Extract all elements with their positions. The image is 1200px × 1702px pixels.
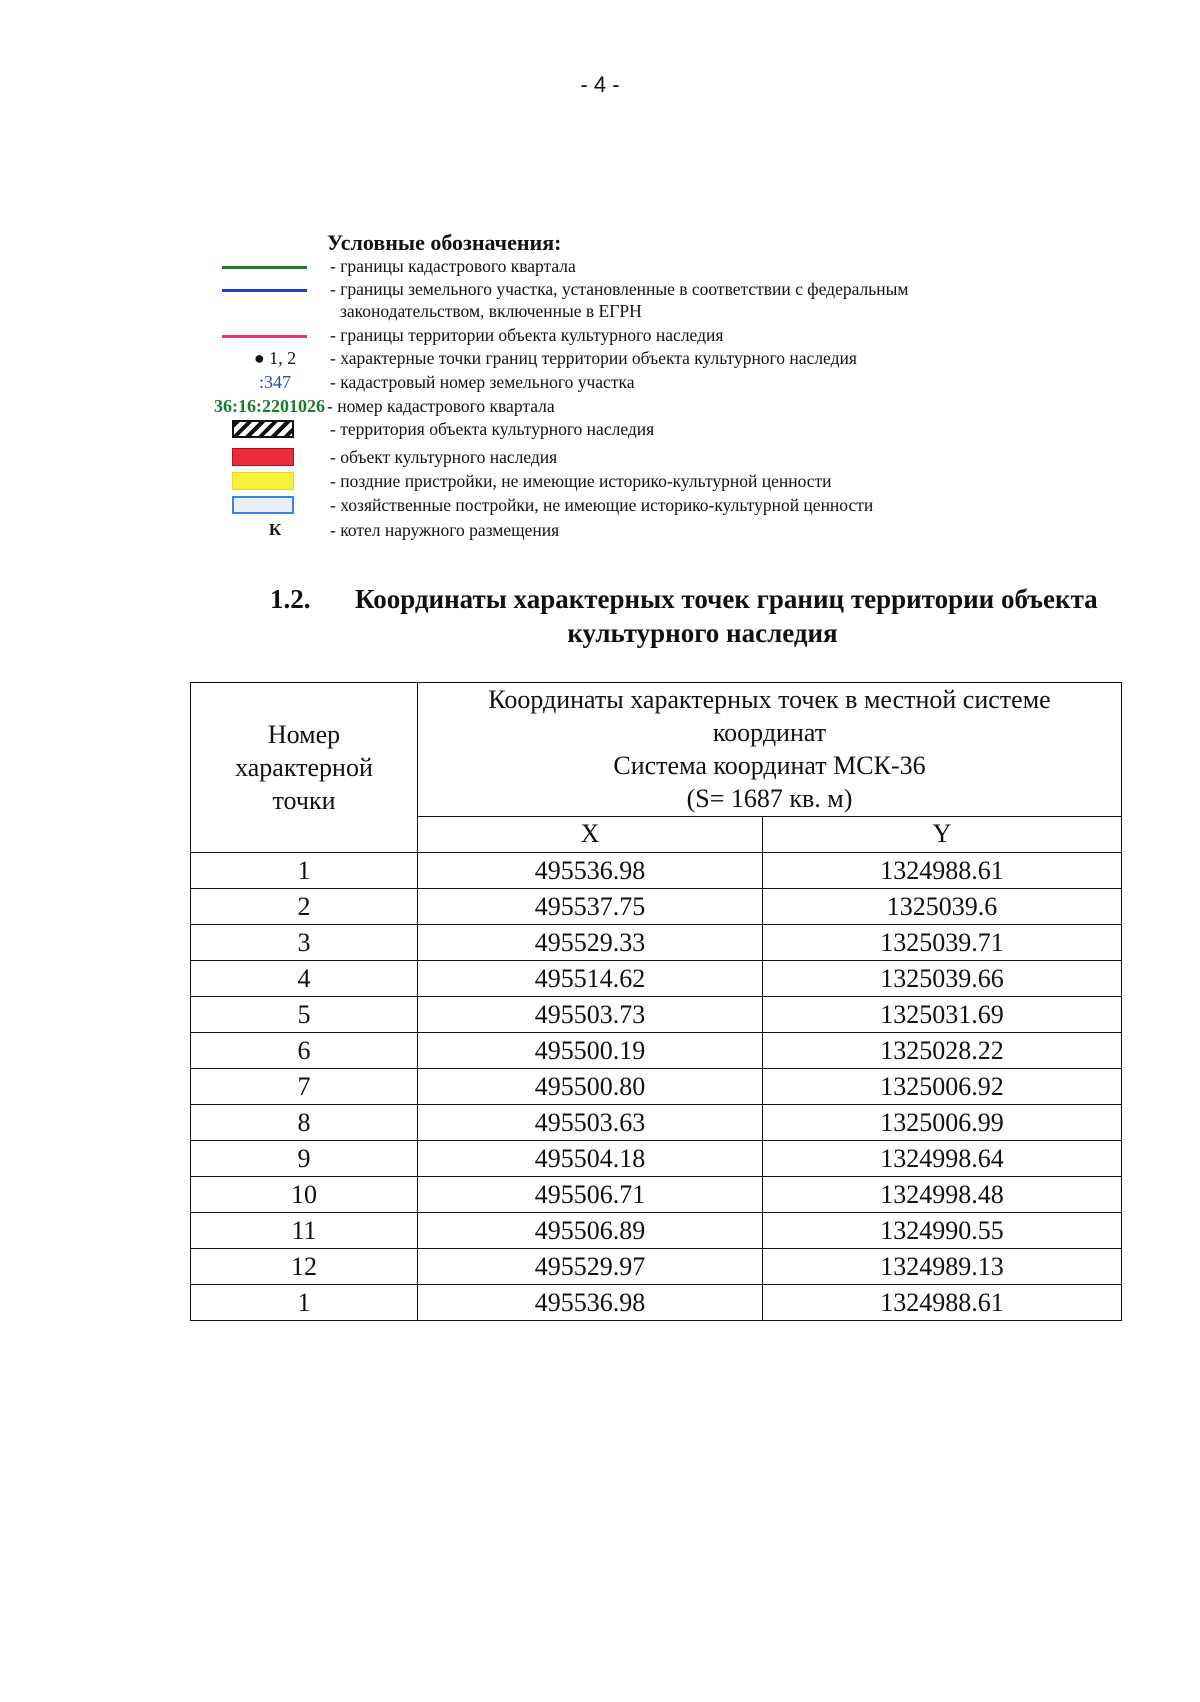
legend-item-heritage-territory-boundary (175, 324, 1075, 346)
table-row (191, 1141, 1122, 1177)
header-y: Y (763, 816, 1122, 852)
cell-point-number: 8 (191, 1105, 418, 1141)
cell-y: 1325039.66 (763, 961, 1122, 997)
yellow-box-symbol (232, 472, 294, 490)
legend-text: - хозяйственные постройки, не имеющие историко-культурной ценности (330, 495, 874, 515)
header-x: X (418, 816, 763, 852)
cell-point-number: 4 (191, 961, 418, 997)
cell-x: 495529.97 (418, 1249, 763, 1285)
green-line-symbol (222, 266, 307, 269)
cell-point-number: 1 (191, 1285, 418, 1321)
cell-x: 495504.18 (418, 1141, 763, 1177)
cell-y: 1325039.71 (763, 925, 1122, 961)
legend-text: - характерные точки границ территории объекта культурного наследия (330, 348, 857, 368)
header-point-number-text: Номер характерной точки (235, 720, 373, 815)
header-system-line4: (S= 1687 кв. м) (686, 784, 853, 814)
cell-y: 1325028.22 (763, 1033, 1122, 1069)
pink-line-symbol (222, 335, 307, 338)
cell-point-number: 1 (191, 853, 418, 889)
cell-point-number: 2 (191, 889, 418, 925)
legend-item-boiler (175, 519, 1075, 541)
table-row (191, 997, 1122, 1033)
table-header-row (191, 683, 1122, 817)
legend-text: - кадастровый номер земельного участка (330, 372, 635, 392)
section-title-line2: культурного наследия (567, 618, 838, 648)
cell-x: 495503.63 (418, 1105, 763, 1141)
cell-x: 495506.89 (418, 1213, 763, 1249)
cell-x: 495536.98 (418, 1285, 763, 1321)
legend-item-characteristic-points (175, 347, 1075, 369)
header-system-line1: Координаты характерных точек в местной системе (488, 685, 1051, 715)
cell-y: 1324998.48 (763, 1177, 1122, 1213)
legend-text: - поздние пристройки, не имеющие историко-культурной ценности (330, 471, 832, 491)
red-box-symbol (232, 448, 294, 466)
table-row (191, 1249, 1122, 1285)
cell-y: 1324988.61 (763, 853, 1122, 889)
cell-y: 1324990.55 (763, 1213, 1122, 1249)
land-plot-number-symbol: :347 (258, 372, 291, 392)
table-row (191, 1285, 1122, 1321)
legend-text: - объект культурного наследия (330, 447, 558, 467)
table-row (191, 1069, 1122, 1105)
cell-point-number: 10 (191, 1177, 418, 1213)
cell-point-number: 11 (191, 1213, 418, 1249)
legend-text: - границы земельного участка, установленные в соответствии с федеральным (330, 279, 909, 299)
cell-y: 1324989.13 (763, 1249, 1122, 1285)
legend-item-utility-buildings (175, 494, 1075, 516)
legend-text: - котел наружного размещения (330, 520, 560, 540)
table-row (191, 961, 1122, 997)
header-system-line3: Система координат МСК-36 (613, 751, 926, 781)
legend-item-cadastral-block-boundary (175, 255, 1075, 277)
legend-item-land-plot-boundary (175, 278, 1075, 300)
boiler-symbol: К (268, 520, 282, 539)
cell-point-number: 5 (191, 997, 418, 1033)
legend-title: Условные обозначения: (327, 230, 562, 255)
cell-x: 495537.75 (418, 889, 763, 925)
cell-point-number: 3 (191, 925, 418, 961)
table-row (191, 1033, 1122, 1069)
cell-point-number: 7 (191, 1069, 418, 1105)
light-blue-box-symbol (232, 496, 294, 514)
blue-line-symbol (222, 289, 307, 292)
table-row (191, 1105, 1122, 1141)
legend-item-late-extensions (175, 470, 1075, 492)
cell-y: 1325006.92 (763, 1069, 1122, 1105)
legend-text: - границы территории объекта культурного наследия (330, 325, 724, 345)
cell-x: 495536.98 (418, 853, 763, 889)
table-row (191, 853, 1122, 889)
legend-text: - территория объекта культурного наследия (330, 419, 655, 439)
section-title-line1: Координаты характерных точек границ территории объекта (355, 584, 1098, 614)
cell-y: 1325006.99 (763, 1105, 1122, 1141)
cell-y: 1324998.64 (763, 1141, 1122, 1177)
cell-point-number: 12 (191, 1249, 418, 1285)
legend-text: - номер кадастрового квартала (327, 396, 555, 416)
table-row (191, 1213, 1122, 1249)
cell-y: 1325039.6 (763, 889, 1122, 925)
section-number: 1.2. (270, 584, 311, 614)
cell-y: 1325031.69 (763, 997, 1122, 1033)
legend-item-cadastral-block-number (175, 395, 1075, 417)
legend-text-continued: законодательством, включенные в ЕГРН (340, 301, 642, 321)
cadastral-block-number-symbol: 36:16:2201026 (214, 396, 325, 416)
header-point-number (191, 683, 418, 853)
cell-y: 1324988.61 (763, 1285, 1122, 1321)
legend-text: - границы кадастрового квартала (330, 256, 576, 276)
legend-item-heritage-object (175, 446, 1075, 468)
page-number: - 4 - (580, 72, 620, 97)
header-coordinate-system (418, 683, 1122, 817)
cell-point-number: 9 (191, 1141, 418, 1177)
point-marker-symbol: ● 1, 2 (253, 348, 297, 368)
legend-item-land-plot-boundary-cont (175, 300, 1075, 322)
header-system-line2: координат (712, 718, 827, 748)
hatched-box-symbol (232, 420, 294, 438)
cell-x: 495503.73 (418, 997, 763, 1033)
table-row (191, 889, 1122, 925)
legend-item-heritage-territory (175, 418, 1075, 440)
cell-x: 495506.71 (418, 1177, 763, 1213)
cell-point-number: 6 (191, 1033, 418, 1069)
cell-x: 495500.80 (418, 1069, 763, 1105)
cell-x: 495500.19 (418, 1033, 763, 1069)
coordinates-table (190, 682, 1122, 1321)
cell-x: 495514.62 (418, 961, 763, 997)
table-row (191, 925, 1122, 961)
table-row (191, 1177, 1122, 1213)
cell-x: 495529.33 (418, 925, 763, 961)
legend-item-land-plot-number (175, 371, 1075, 393)
